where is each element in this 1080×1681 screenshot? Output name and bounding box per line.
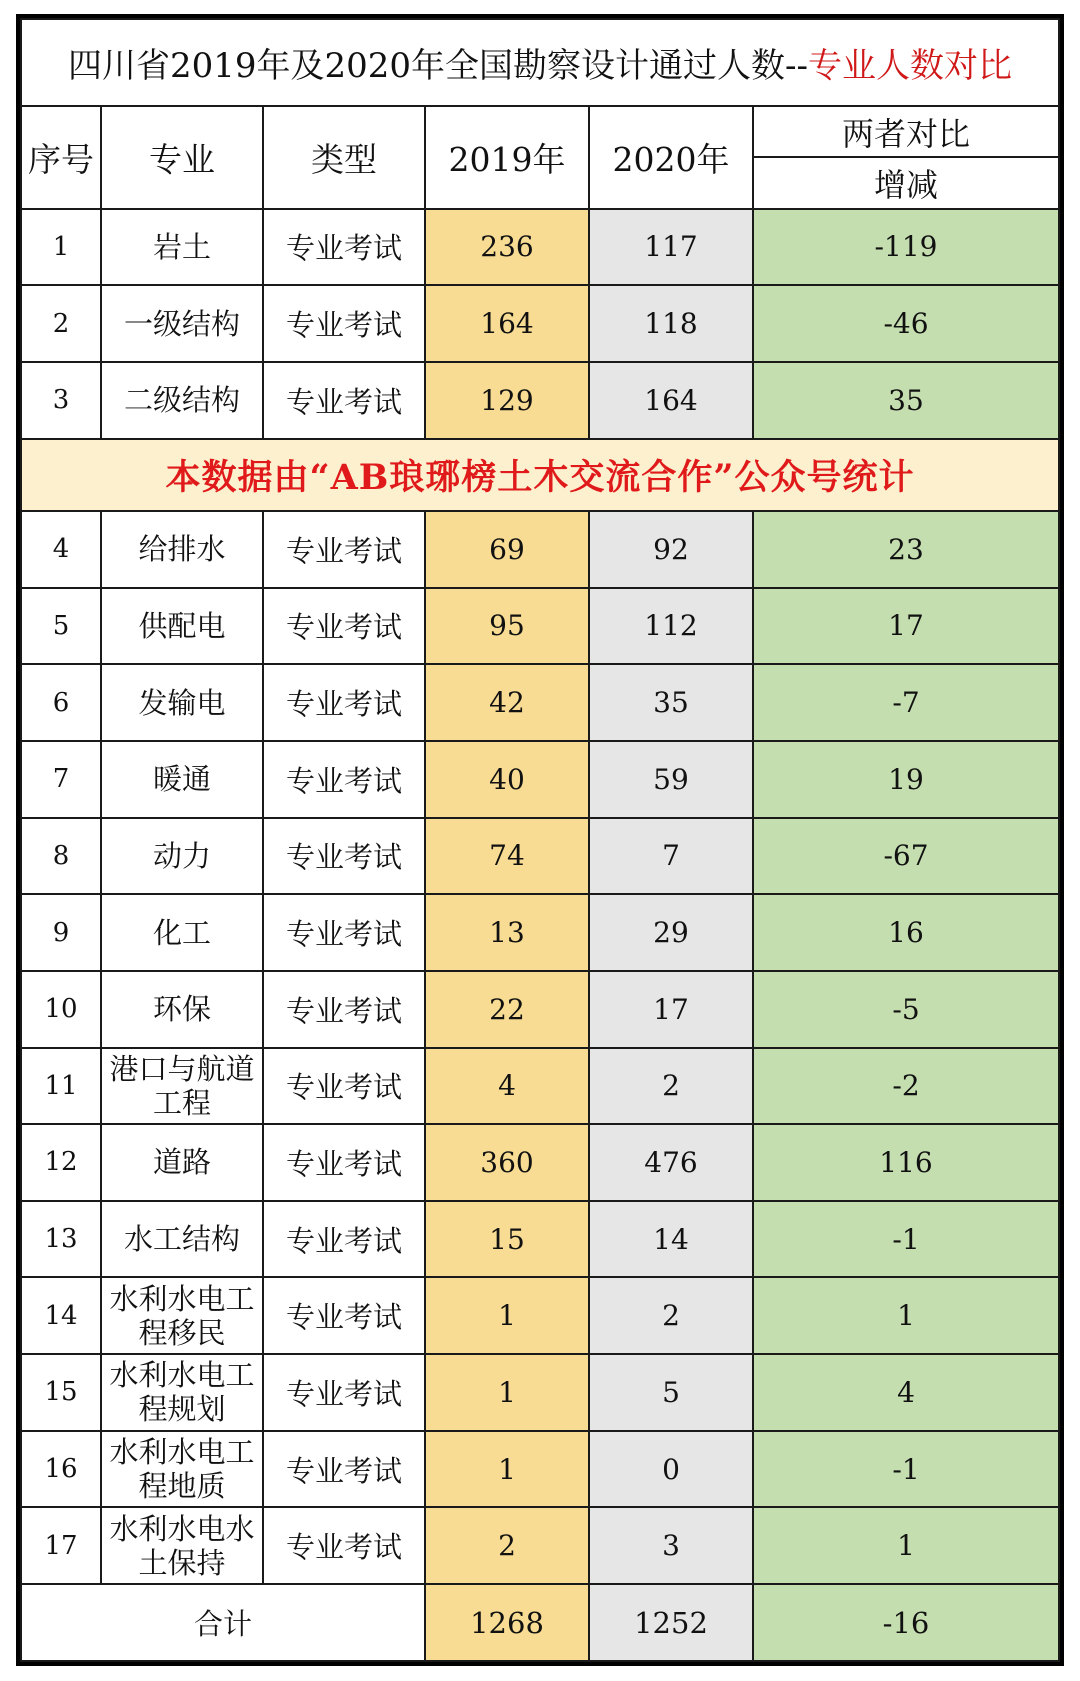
row-2020-count: 2 <box>589 1048 753 1125</box>
row-2020-count: 17 <box>589 971 753 1048</box>
row-change: 17 <box>753 588 1059 665</box>
row-seq: 11 <box>21 1048 101 1125</box>
row-type: 专业考试 <box>263 285 425 362</box>
row-seq: 8 <box>21 818 101 895</box>
row-type: 专业考试 <box>263 818 425 895</box>
row-2019-count: 164 <box>425 285 589 362</box>
row-type: 专业考试 <box>263 362 425 439</box>
row-change: -5 <box>753 971 1059 1048</box>
row-seq: 7 <box>21 741 101 818</box>
table-row <box>21 1277 1059 1354</box>
row-seq: 12 <box>21 1124 101 1201</box>
comparison-table <box>20 18 1060 1662</box>
row-seq: 15 <box>21 1354 101 1431</box>
row-change: 23 <box>753 511 1059 588</box>
row-2020-count: 14 <box>589 1201 753 1278</box>
row-seq: 2 <box>21 285 101 362</box>
row-major: 发输电 <box>101 664 263 741</box>
row-type: 专业考试 <box>263 1354 425 1431</box>
row-seq: 4 <box>21 511 101 588</box>
row-2019-count: 13 <box>425 894 589 971</box>
row-major: 二级结构 <box>101 362 263 439</box>
title-row <box>21 19 1059 106</box>
row-2019-count: 360 <box>425 1124 589 1201</box>
row-change: -119 <box>753 209 1059 286</box>
row-2019-count: 129 <box>425 362 589 439</box>
row-2019-count: 40 <box>425 741 589 818</box>
total-2020: 1252 <box>589 1584 753 1661</box>
row-2019-count: 95 <box>425 588 589 665</box>
total-2019: 1268 <box>425 1584 589 1661</box>
title-main: 四川省2019年及2020年全国勘察设计通过人数-- <box>67 46 809 87</box>
row-seq: 6 <box>21 664 101 741</box>
row-2020-count: 117 <box>589 209 753 286</box>
header-compare: 两者对比 <box>753 106 1059 157</box>
row-major: 暖通 <box>101 741 263 818</box>
header-major: 专业 <box>101 106 263 208</box>
row-major: 水利水电工程移民 <box>101 1277 263 1354</box>
row-type: 专业考试 <box>263 1277 425 1354</box>
row-2019-count: 15 <box>425 1201 589 1278</box>
row-2020-count: 92 <box>589 511 753 588</box>
table-title <box>21 19 1059 106</box>
row-2020-count: 0 <box>589 1431 753 1508</box>
row-seq: 13 <box>21 1201 101 1278</box>
row-type: 专业考试 <box>263 1201 425 1278</box>
row-2019-count: 1 <box>425 1277 589 1354</box>
table-row <box>21 664 1059 741</box>
row-2020-count: 164 <box>589 362 753 439</box>
row-2019-count: 22 <box>425 971 589 1048</box>
header-seq: 序号 <box>21 106 101 208</box>
row-type: 专业考试 <box>263 894 425 971</box>
row-type: 专业考试 <box>263 1124 425 1201</box>
row-major: 一级结构 <box>101 285 263 362</box>
row-change: 116 <box>753 1124 1059 1201</box>
table-row <box>21 1124 1059 1201</box>
row-major: 水利水电水土保持 <box>101 1507 263 1584</box>
table-row <box>21 588 1059 665</box>
row-2020-count: 118 <box>589 285 753 362</box>
table-row <box>21 285 1059 362</box>
row-seq: 5 <box>21 588 101 665</box>
row-seq: 3 <box>21 362 101 439</box>
row-type: 专业考试 <box>263 588 425 665</box>
row-change: -2 <box>753 1048 1059 1125</box>
header-change: 增减 <box>753 157 1059 208</box>
row-type: 专业考试 <box>263 511 425 588</box>
row-type: 专业考试 <box>263 664 425 741</box>
header-2019: 2019年 <box>425 106 589 208</box>
header-2020: 2020年 <box>589 106 753 208</box>
row-type: 专业考试 <box>263 209 425 286</box>
table-row <box>21 1431 1059 1508</box>
total-change: -16 <box>753 1584 1059 1661</box>
row-2019-count: 1 <box>425 1431 589 1508</box>
row-seq: 14 <box>21 1277 101 1354</box>
row-2020-count: 5 <box>589 1354 753 1431</box>
row-major: 给排水 <box>101 511 263 588</box>
row-seq: 10 <box>21 971 101 1048</box>
row-2020-count: 29 <box>589 894 753 971</box>
source-notice: 本数据由“AB琅琊榜土木交流合作”公众号统计 <box>21 439 1059 511</box>
row-change: 4 <box>753 1354 1059 1431</box>
table-row <box>21 1354 1059 1431</box>
row-type: 专业考试 <box>263 971 425 1048</box>
table-row <box>21 209 1059 286</box>
row-type: 专业考试 <box>263 1431 425 1508</box>
row-change: 16 <box>753 894 1059 971</box>
table-row <box>21 818 1059 895</box>
notice-row <box>21 439 1059 511</box>
row-change: -1 <box>753 1201 1059 1278</box>
row-2019-count: 69 <box>425 511 589 588</box>
row-2019-count: 236 <box>425 209 589 286</box>
row-change: 1 <box>753 1507 1059 1584</box>
header-type: 类型 <box>263 106 425 208</box>
row-change: 1 <box>753 1277 1059 1354</box>
row-seq: 17 <box>21 1507 101 1584</box>
row-major: 水利水电工程规划 <box>101 1354 263 1431</box>
row-major: 港口与航道工程 <box>101 1048 263 1125</box>
row-2019-count: 74 <box>425 818 589 895</box>
row-change: -67 <box>753 818 1059 895</box>
total-row <box>21 1584 1059 1661</box>
row-change: 19 <box>753 741 1059 818</box>
table-row <box>21 894 1059 971</box>
row-seq: 1 <box>21 209 101 286</box>
row-2020-count: 112 <box>589 588 753 665</box>
table-row <box>21 1507 1059 1584</box>
row-major: 道路 <box>101 1124 263 1201</box>
table-row <box>21 1201 1059 1278</box>
table-row <box>21 971 1059 1048</box>
row-major: 供配电 <box>101 588 263 665</box>
row-major: 环保 <box>101 971 263 1048</box>
row-major: 岩土 <box>101 209 263 286</box>
row-type: 专业考试 <box>263 741 425 818</box>
row-2020-count: 2 <box>589 1277 753 1354</box>
row-2020-count: 59 <box>589 741 753 818</box>
total-label: 合计 <box>21 1584 425 1661</box>
row-2020-count: 476 <box>589 1124 753 1201</box>
row-2019-count: 4 <box>425 1048 589 1125</box>
comparison-table-frame <box>16 14 1064 1666</box>
row-2020-count: 35 <box>589 664 753 741</box>
row-2020-count: 7 <box>589 818 753 895</box>
row-major: 动力 <box>101 818 263 895</box>
table-row <box>21 362 1059 439</box>
row-change: 35 <box>753 362 1059 439</box>
table-row <box>21 511 1059 588</box>
row-seq: 9 <box>21 894 101 971</box>
row-major: 水利水电工程地质 <box>101 1431 263 1508</box>
header-row <box>21 106 1059 157</box>
row-change: -7 <box>753 664 1059 741</box>
row-2020-count: 3 <box>589 1507 753 1584</box>
table-row <box>21 741 1059 818</box>
row-2019-count: 42 <box>425 664 589 741</box>
row-type: 专业考试 <box>263 1507 425 1584</box>
table-row <box>21 1048 1059 1125</box>
row-type: 专业考试 <box>263 1048 425 1125</box>
row-2019-count: 1 <box>425 1354 589 1431</box>
row-2019-count: 2 <box>425 1507 589 1584</box>
row-major: 化工 <box>101 894 263 971</box>
row-major: 水工结构 <box>101 1201 263 1278</box>
row-seq: 16 <box>21 1431 101 1508</box>
row-change: -1 <box>753 1431 1059 1508</box>
row-change: -46 <box>753 285 1059 362</box>
title-highlight: 专业人数对比 <box>808 46 1013 87</box>
